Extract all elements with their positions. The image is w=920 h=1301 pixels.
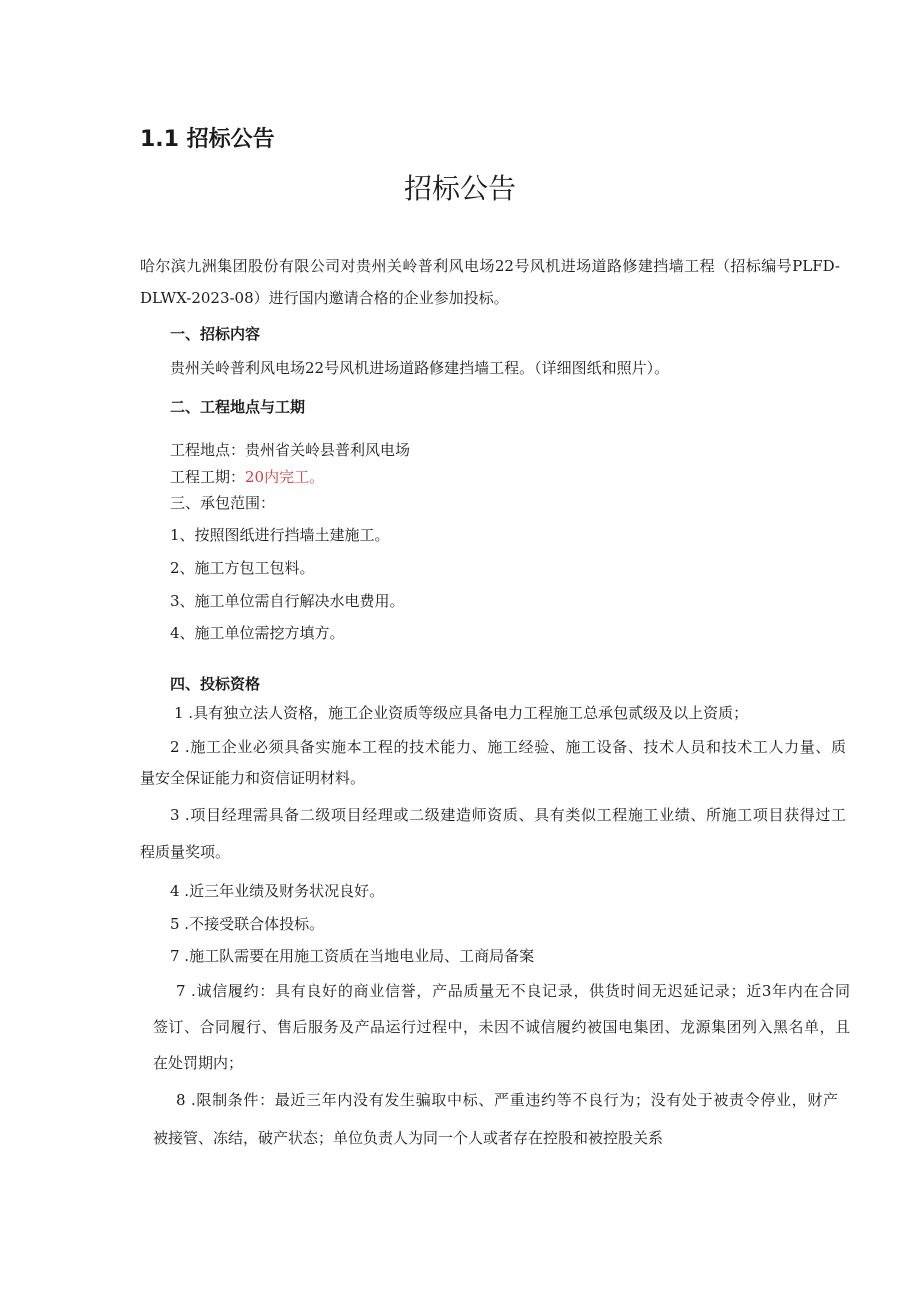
section-heading: 1.1 招标公告 <box>140 127 275 152</box>
s4-item-3-line-2: 程质量奖项。 <box>140 843 231 861</box>
s2-period-label: 工程工期： <box>170 468 246 486</box>
s4-item-5: 5 .不接受联合体投标。 <box>170 915 325 933</box>
s4-item-3-line-1: 3 .项目经理需具备二级项目经理或二级建造师资质、具有类似工程施工业绩、所施工项目获得过工 <box>170 806 846 824</box>
s4-heading: 四、投标资格 <box>170 675 261 693</box>
s4-item-8-line-2: 被接管、冻结，破产状态；单位负责人为同一个人或者存在控股和被控股关系 <box>153 1129 664 1147</box>
s1-text: 贵州关岭普利风电场22号风机进场道路修建挡墙工程。（详细图纸和照片）。 <box>170 359 670 377</box>
s4-item-2-line-1: 2 .施工企业必须具备实施本工程的技术能力、施工经验、施工设备、技术人员和技术工人力量、质 <box>170 738 846 756</box>
s3-item-3: 3、施工单位需自行解决水电费用。 <box>170 592 405 610</box>
s1-heading: 一、招标内容 <box>170 325 261 343</box>
s2-location: 工程地点：贵州省关岭县普利风电场 <box>170 441 411 459</box>
s2-period-value: 20内完工。 <box>245 468 325 486</box>
s3-item-2: 2、施工方包工包料。 <box>170 559 315 577</box>
s2-period <box>170 467 324 487</box>
s4-item-7b-line-3: 在处罚期内； <box>153 1054 244 1072</box>
document-title: 招标公告 <box>403 172 516 205</box>
s4-item-8-line-1: 8 .限制条件：最近三年内没有发生骗取中标、严重违约等不良行为；没有处于被责令停业，财产 <box>176 1091 838 1109</box>
s4-item-4: 4 .近三年业绩及财务状况良好。 <box>170 882 385 900</box>
intro-line-1: 哈尔滨九洲集团股份有限公司对贵州关岭普利风电场22号风机进场道路修建挡墙工程（招标编号PLFD- <box>140 257 840 275</box>
s4-item-7: 7 .施工队需要在用施工资质在当地电业局、工商局备案 <box>170 947 535 965</box>
s3-item-4: 4、施工单位需挖方填方。 <box>170 624 345 642</box>
intro-line-2: DLWX-2023-08）进行国内邀请合格的企业参加投标。 <box>140 289 509 307</box>
s2-heading: 二、工程地点与工期 <box>170 398 306 416</box>
s3-item-1: 1、按照图纸进行挡墙土建施工。 <box>170 526 390 544</box>
s4-item-7b-line-2: 签订、合同履行、售后服务及产品运行过程中，未因不诚信履约被国电集团、龙源集团列入黑名单，且 <box>153 1018 850 1036</box>
s3-heading: 三、承包范围： <box>170 494 276 512</box>
s4-item-1: 1 .具有独立法人资格，施工企业资质等级应具备电力工程施工总承包贰级及以上资质； <box>174 704 749 722</box>
s4-item-2-line-2: 量安全保证能力和资信证明材料。 <box>140 769 366 787</box>
s4-item-7b-line-1: 7 .诚信履约：具有良好的商业信誉，产品质量无不良记录，供货时间无迟延记录；近3年内在合同 <box>176 982 850 1000</box>
